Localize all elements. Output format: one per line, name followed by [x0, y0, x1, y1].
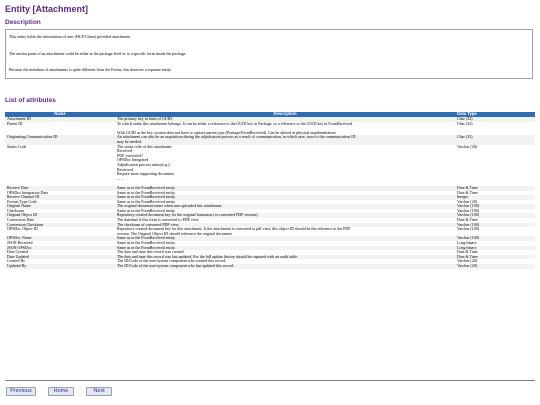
description-paragraph: The anchor point of an attachment could be either at the package level or to a specific form inside the package. — [9, 51, 187, 56]
attribute-name: Date Updated — [5, 255, 115, 260]
description-line: may be needed. — [117, 139, 142, 144]
description-line: Same as in the FormReceived entity. — [117, 190, 176, 195]
description-line: Same as in the FormReceived entity. — [117, 241, 176, 246]
attribute-name: Receive Channel ID — [5, 195, 115, 200]
description-line: Reviewed — [117, 167, 133, 172]
description-line: The ID/Code of the user/system component who created this record. — [117, 259, 227, 264]
next-button[interactable]: Next — [86, 387, 112, 396]
attribute-data-type: Varchar (20) — [455, 264, 535, 269]
attribute-data-type: Char (32) — [455, 117, 535, 122]
attribute-name: OPSDoc Object ID — [5, 227, 115, 236]
attribute-data-type: Date & Time — [455, 255, 535, 260]
description-line: An attachment can also be an acquisition during the adjudication process as a result of communication, in which case, trace to the communication ID — [117, 135, 356, 140]
description-line: The checksum of converted PDF view. — [117, 222, 180, 227]
description-line: Same as in the FormReceived entity. — [117, 245, 176, 250]
attribute-data-type: Varchar (100) — [455, 236, 535, 241]
description-line: Require more supporting document — [117, 172, 174, 177]
attributes-table — [5, 112, 535, 269]
attribute-data-type: Integer — [455, 195, 535, 200]
attribute-data-type: Varchar (100) — [455, 204, 535, 209]
attribute-name: Attachment ID — [5, 117, 115, 122]
description-line: Same as in the FormReceived entity. — [117, 208, 176, 213]
attribute-name: Date Created — [5, 250, 115, 255]
previous-button[interactable]: Previous — [6, 387, 36, 396]
description-line: Adjudication process status(e.g.): — [117, 162, 171, 167]
description-line: version. The Original Object ID should reference the original document. — [117, 231, 233, 236]
attribute-name: Created By — [5, 259, 115, 264]
table-row — [5, 264, 535, 269]
attribute-name: Status Code — [5, 145, 115, 186]
attribute-data-type: Char (32) — [455, 135, 535, 144]
description-line: The data and time this record was created. — [117, 250, 185, 255]
attribute-name: OPSDoc Name — [5, 236, 115, 241]
description-paragraph: This entity holds the information of user (HCP/Client) provided attachment. — [9, 34, 131, 39]
attribute-description — [115, 122, 455, 136]
attribute-name: Receive Date — [5, 186, 115, 191]
attribute-data-type: Varchar (20) — [455, 145, 535, 186]
description-line: The primary key in form of GUID. — [117, 117, 173, 121]
description-line: The ID/Code of the user/system component who last updated this record. — [117, 264, 234, 268]
column-header-data-type: Data Type — [455, 112, 535, 117]
description-line: The data and time this record was last updated. For the full update history should be captured with an audit table. — [117, 254, 298, 259]
attribute-name: Conversion Date — [5, 218, 115, 223]
attribute-data-type: Date & Time — [455, 191, 535, 196]
attribute-data-type: Varchar (100) — [455, 223, 535, 228]
attribute-description — [115, 135, 455, 144]
column-header-name: Name — [5, 112, 115, 117]
attribute-name: OPSDoc Integration Date — [5, 191, 115, 196]
description-line: Repository created document key for the original formation (vs converted PDF version). — [117, 213, 259, 218]
table-row — [5, 145, 535, 186]
attribute-description — [115, 145, 455, 186]
attribute-description — [115, 227, 455, 236]
attribute-data-type: Varchar (20) — [455, 259, 535, 264]
attribute-name: Originating Communication ID — [5, 135, 115, 144]
description-line: ... ... — [117, 176, 124, 181]
column-header-description: Description — [115, 112, 455, 117]
description-line: With GUID as the key, system does not have to capture parent type (Package/FormReceived). Can be altered at physical implementation. — [117, 130, 337, 135]
description-box — [5, 29, 533, 79]
attribute-name: Conversion Checksum — [5, 223, 115, 228]
attribute-name: Parent ID — [5, 122, 115, 136]
description-line: The status code of this attachment. — [117, 144, 173, 149]
attribute-data-type: Long binary — [455, 246, 535, 251]
attribute-name: Format Type Code — [5, 200, 115, 205]
description-heading: Description — [5, 19, 41, 26]
description-line: Received — [117, 149, 132, 154]
attribute-name: Original Object ID — [5, 213, 115, 218]
attribute-data-type: Long binary — [455, 241, 535, 246]
attribute-data-type: Date & Time — [455, 186, 535, 191]
description-line: OPSDoc Integrated — [117, 158, 149, 163]
description-line: Same as in the FormReceived entity. — [117, 199, 176, 204]
attribute-data-type: Varchar (100) — [455, 227, 535, 236]
description-line: The original document name when user uploaded this attachment. — [117, 204, 223, 209]
description-line: Repository created document key for this attachment. If the attachment is converted to pdf view, this object ID should be the reference to the PDF — [117, 227, 351, 232]
attribute-name: JSON OPSDoc — [5, 246, 115, 251]
attributes-heading: List of attributes — [5, 97, 56, 104]
description-line: The datetime if this form is converted to PDF view. — [117, 218, 200, 223]
attribute-description — [115, 264, 455, 269]
description-line: Same as in the FormReceived entity. — [117, 236, 176, 241]
description-paragraph: Because the metadata of attachments is quite different from the Forms, this deserves a separate entity. — [9, 67, 172, 72]
attribute-name: Updated By — [5, 264, 115, 269]
page-title: Entity [Attachment] — [5, 4, 88, 14]
attribute-name: Original Name — [5, 204, 115, 209]
attribute-data-type: Varchar (100) — [455, 209, 535, 214]
table-row — [5, 135, 535, 144]
attribute-data-type: Varchar (100) — [455, 213, 535, 218]
divider — [5, 380, 535, 381]
attribute-data-type: Date & Time — [455, 250, 535, 255]
table-row — [5, 122, 535, 136]
attribute-name: Checksum — [5, 209, 115, 214]
attribute-data-type: Varchar (20) — [455, 200, 535, 205]
description-line: Same as in the FormReceived entity. — [117, 195, 176, 200]
attribute-data-type: Char (32) — [455, 122, 535, 136]
description-line: To which entity this attachment belongs. It can be either a reference to the GUID key in Package, or a reference to the GUID key in FormReceived. — [117, 121, 353, 126]
description-line: Same as in the FormReceived entity. — [117, 185, 176, 190]
attribute-name: JSON Received — [5, 241, 115, 246]
attribute-data-type: Date & Time — [455, 218, 535, 223]
home-button[interactable]: Home — [48, 387, 74, 396]
table-row — [5, 227, 535, 236]
description-line: PDF converted? — [117, 153, 143, 158]
